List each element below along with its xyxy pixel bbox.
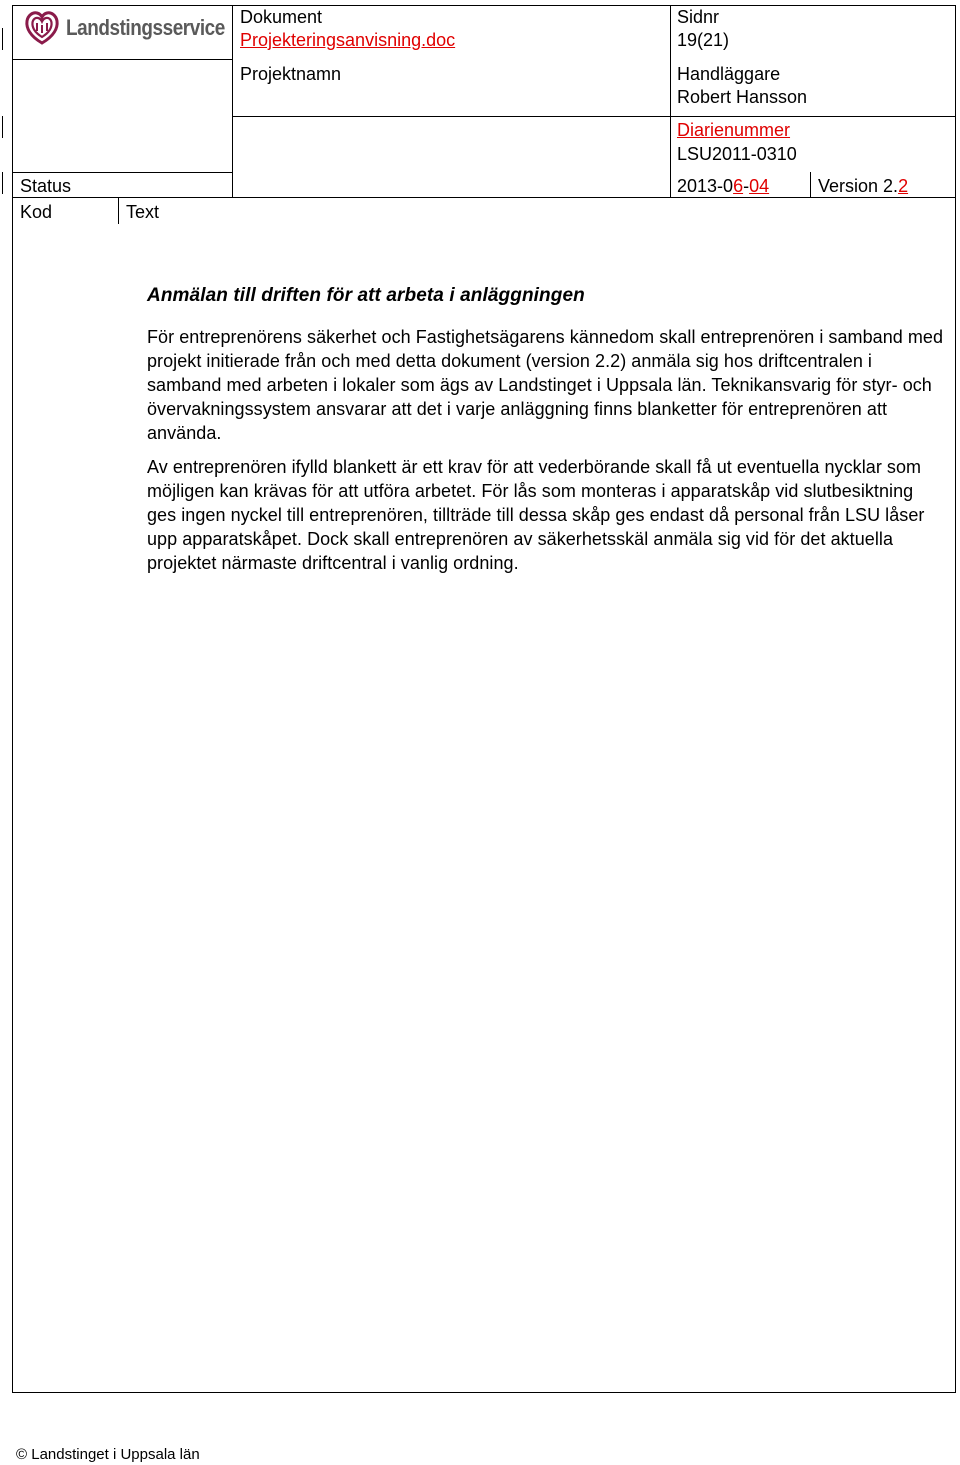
header-rule bbox=[12, 172, 233, 173]
date-part: - bbox=[743, 176, 750, 196]
header-rule bbox=[12, 59, 233, 60]
header-divider bbox=[118, 198, 119, 224]
diarienummer-label: Diarienummer bbox=[677, 120, 791, 140]
kod-label: Kod bbox=[20, 202, 53, 222]
version-part-changed: 2 bbox=[898, 176, 909, 196]
version-value bbox=[818, 175, 908, 197]
body-paragraph: För entreprenörens säkerhet och Fastighetsägarens kännedom skall entreprenören i samband med projekt initierade från och med detta dokument (version 2.2) anmäla sig hos driftcentralen i samband med arbeten i lokaler som ägs av Landstinget i Uppsala län. Teknikansvarig för styr- och övervakningssystem ansvarar att det i varje anläggning finns blanketter för entreprenören att använda. bbox=[147, 327, 944, 443]
version-part: Version 2. bbox=[818, 176, 899, 196]
date-part-changed: 6 bbox=[733, 176, 744, 196]
footer-text: Landstinget i Uppsala län bbox=[31, 1446, 200, 1463]
header-rule bbox=[232, 116, 956, 117]
landstingsservice-logo bbox=[24, 10, 251, 46]
header-divider bbox=[810, 172, 811, 197]
date-part: 2013-0 bbox=[677, 176, 734, 196]
date-part-changed: 04 bbox=[749, 176, 770, 196]
header-rule bbox=[12, 197, 956, 198]
change-bar bbox=[2, 172, 3, 194]
text-label: Text bbox=[126, 202, 160, 222]
status-label: Status bbox=[20, 176, 72, 196]
change-bar bbox=[2, 116, 3, 138]
change-bar bbox=[2, 28, 3, 50]
handlaggare-value: Robert Hansson bbox=[677, 87, 808, 107]
section-heading: Anmälan till driften för att arbeta i anläggningen bbox=[147, 285, 585, 306]
sidnr-value: 19(21) bbox=[677, 30, 730, 50]
dokument-label: Dokument bbox=[240, 7, 323, 27]
handlaggare-label: Handläggare bbox=[677, 64, 781, 84]
copyright-icon: © bbox=[16, 1446, 28, 1463]
date-value bbox=[677, 175, 769, 197]
diarienummer-value: LSU2011-0310 bbox=[677, 144, 797, 164]
dokument-value: Projekteringsanvisning.doc bbox=[240, 30, 456, 50]
main-content bbox=[147, 284, 947, 585]
logo-text: Landstingsservice bbox=[66, 15, 225, 40]
projektnamn-label: Projektnamn bbox=[240, 64, 342, 84]
sidnr-label: Sidnr bbox=[677, 7, 720, 27]
heart-logo-icon bbox=[24, 10, 60, 46]
header-divider bbox=[670, 5, 671, 197]
page-footer bbox=[16, 1445, 200, 1465]
body-paragraph: Av entreprenören ifylld blankett är ett krav för att vederbörande skall få ut eventuella nycklar som möjligen kan krävas för att utföra arbetet. För lås som monteras i apparatskåp vid slutbesiktning ges ingen nyckel till entreprenören, tillträde till dessa skåp ges endast då personal från LSU låser upp apparatskåpet. Dock skall entreprenören av säkerhetsskäl anmäla sig vid för det aktuella projektet närmaste driftcentral i vanlig ordning. bbox=[147, 457, 925, 573]
